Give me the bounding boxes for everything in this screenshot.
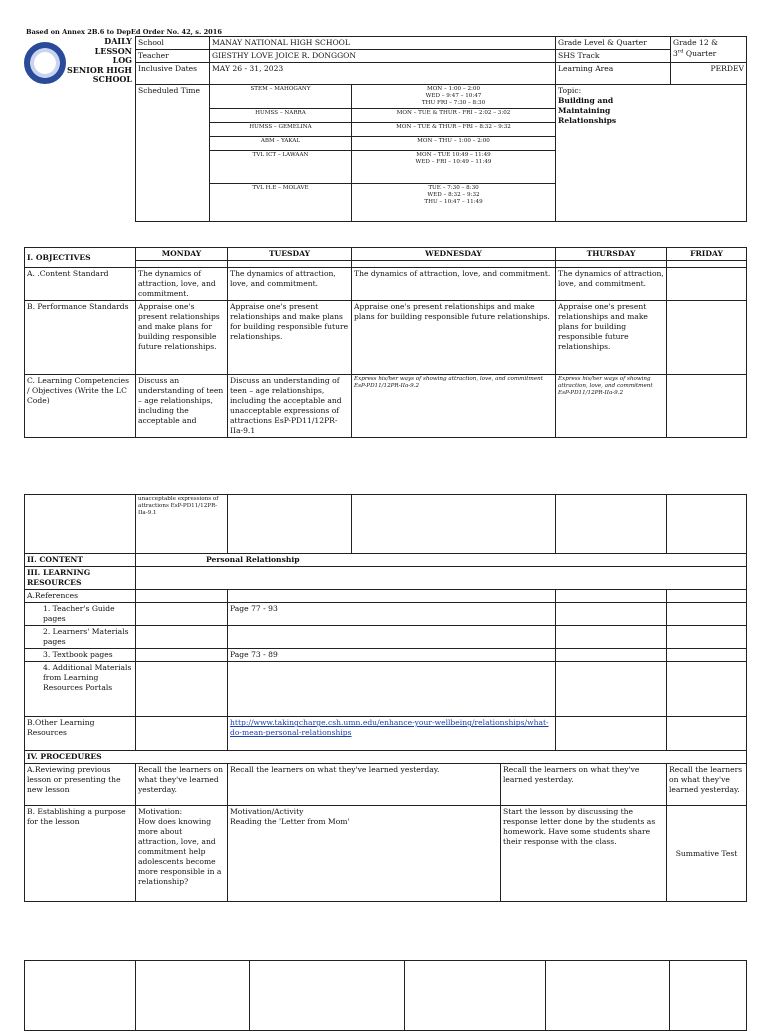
day-header-wed: WEDNESDAY [352, 248, 556, 261]
purpose-thu: Summative Test [667, 806, 747, 902]
area-value: PERDEV [671, 63, 747, 85]
sched-time: MON – TUE & THUR – FRI – 8:32 – 9:32 [352, 122, 556, 136]
purpose-mon: Motivation: How does knowing more about attraction, love, and commitment help adolescents become more responsible in a relationship? [136, 806, 228, 902]
content-mon: The dynamics of attraction, love, and commitment. [136, 268, 228, 301]
content-standard-label: A. .Content Standard [25, 268, 136, 301]
objectives-table [24, 247, 747, 438]
review-mon: Recall the learners on what they've learned yesterday. [136, 764, 228, 806]
day-header-thu: THURSDAY [556, 248, 667, 261]
lc-mon: Discuss an understanding of teen – age relationships, including the acceptable and [136, 375, 228, 438]
track-label: SHS Track [556, 50, 671, 63]
purpose-wed: Start the lesson by discussing the response letter done by the students as homework. Have some students share their response with the class. [501, 806, 667, 902]
topic-cell [556, 85, 747, 222]
learners-materials-label: 2. Learners' Materials pages [25, 626, 136, 649]
sched-time: MON – 1:00 – 2:00 WED – 9:47 – 10:47 THU FRI – 7:30 – 8:30 [352, 85, 556, 109]
sched-section: HUMSS – NARRA [210, 108, 352, 122]
dates-value: MAY 26 - 31, 2023 [210, 63, 556, 85]
grade-label: Grade Level & Quarter [556, 37, 671, 50]
purpose-label: B. Establishing a purpose for the lesson [25, 806, 136, 902]
procedures-label: IV. PROCEDURES [25, 751, 747, 764]
sched-time: MON – TUE & THUR - FRI – 2:02 – 3:02 [352, 108, 556, 122]
references-label: A.References [25, 590, 136, 603]
perf-thu: Appraise one's present relationships and make plans for building responsible future relationships. [556, 301, 667, 375]
objectives-label: I. OBJECTIVES [25, 248, 136, 268]
area-label: Learning Area [556, 63, 671, 85]
lc-mon-continued: unacceptable expressions of attractions EsP-PD11/12PR-IIa-9.1 [136, 495, 228, 554]
dll-title: DAILY LESSON LOG SENIOR HIGH SCHOOL [66, 36, 132, 85]
teacher-value: GIESTHY LOVE JOICE R. DONGGON [210, 50, 556, 63]
day-header-mon: MONDAY [136, 248, 228, 261]
sched-section: TVL ICT – LAWAAN [210, 150, 352, 183]
sched-section: ABM – YAKAL [210, 136, 352, 150]
lc-tue: Discuss an understanding of teen – age relationships, including the acceptable and unacceptable expressions of attractions EsP-PD11/12PR-IIa-9.1 [228, 375, 352, 438]
other-resources-link[interactable]: http://www.takingcharge.csh.umn.edu/enhance-your-wellbeing/relationships/what-do-mean-personal-relationships [230, 718, 549, 738]
perf-tue: Appraise one's present relationships and make plans for building responsible future relationships. [228, 301, 352, 375]
school-value: MANAY NATIONAL HIGH SCHOOL [210, 37, 556, 50]
day-header-fri: FRIDAY [667, 248, 747, 261]
sched-section: HUMSS – GEMELINA [210, 122, 352, 136]
resources-table [24, 494, 747, 902]
sched-label: Scheduled Time [136, 85, 210, 222]
textbook-label: 3. Textbook pages [25, 649, 136, 662]
sched-time: TUE – 7:30 – 8:30 WED – 8:32 – 9:32 THU – 10:47 – 11:49 [352, 183, 556, 221]
grade-value: Grade 12 & 3rd Quarter [671, 37, 747, 63]
sched-section: TVL H.E – MOLAVE [210, 183, 352, 221]
other-resources-label: B.Other Learning Resources [25, 717, 136, 751]
content-thu: The dynamics of attraction, love, and commitment. [556, 268, 667, 301]
purpose-tue: Motivation/Activity Reading the 'Letter from Mom' [228, 806, 501, 902]
teachers-guide-label: 1. Teacher's Guide pages [25, 603, 136, 626]
sched-time: MON – TUE 10:49 – 11:49 WED – FRI – 10:49 – 11:49 [352, 150, 556, 183]
content-wed: The dynamics of attraction, love, and commitment. [352, 268, 556, 301]
school-label: School [136, 37, 210, 50]
learning-resources-label: III. LEARNING RESOURCES [25, 567, 136, 590]
day-header-tue: TUESDAY [228, 248, 352, 261]
content-label: II. CONTENT [25, 554, 136, 567]
procedures-table-continued [24, 960, 747, 1031]
topic-label: Topic: [558, 86, 582, 96]
content-tue: The dynamics of attraction, love, and commitment. [228, 268, 352, 301]
learning-competencies-label: C. Learning Competencies / Objectives (Write the LC Code) [25, 375, 136, 438]
lc-thu: Express his/her ways of showing attraction, love, and commitment EsP-PD11/12PR-IIa-9.2 [556, 375, 667, 438]
review-tue: Recall the learners on what they've learned yesterday. [228, 764, 501, 806]
topic-value: Building and Maintaining Relationships [558, 96, 617, 126]
sched-section: STEM – MAHOGANY [210, 85, 352, 109]
sched-time: MON – THU – 1:00 – 2:00 [352, 136, 556, 150]
lc-wed: Express his/her ways of showing attraction, love, and commitment EsP-PD11/12PR-IIa-9.2 [352, 375, 556, 438]
perf-wed: Appraise one's present relationships and make plans for building responsible future relationships. [352, 301, 556, 375]
textbook-value: Page 73 - 89 [228, 649, 556, 662]
annex-note: Based on Annex 2B.6 to DepEd Order No. 42, s. 2016 [26, 28, 222, 36]
review-label: A.Reviewing previous lesson or presenting the new lesson [25, 764, 136, 806]
additional-materials-label: 4. Additional Materials from Learning Resources Portals [25, 662, 136, 717]
teachers-guide-value: Page 77 - 93 [228, 603, 556, 626]
review-wed: Recall the learners on what they've learned yesterday. [501, 764, 667, 806]
header-table [135, 36, 747, 222]
review-thu: Recall the learners on what they've learned yesterday. [667, 764, 747, 806]
performance-standard-label: B. Performance Standards [25, 301, 136, 375]
teacher-label: Teacher [136, 50, 210, 63]
content-value: Personal Relationship [136, 554, 747, 567]
dates-label: Inclusive Dates [136, 63, 210, 85]
perf-mon: Appraise one's present relationships and make plans for building responsible future relationships. [136, 301, 228, 375]
